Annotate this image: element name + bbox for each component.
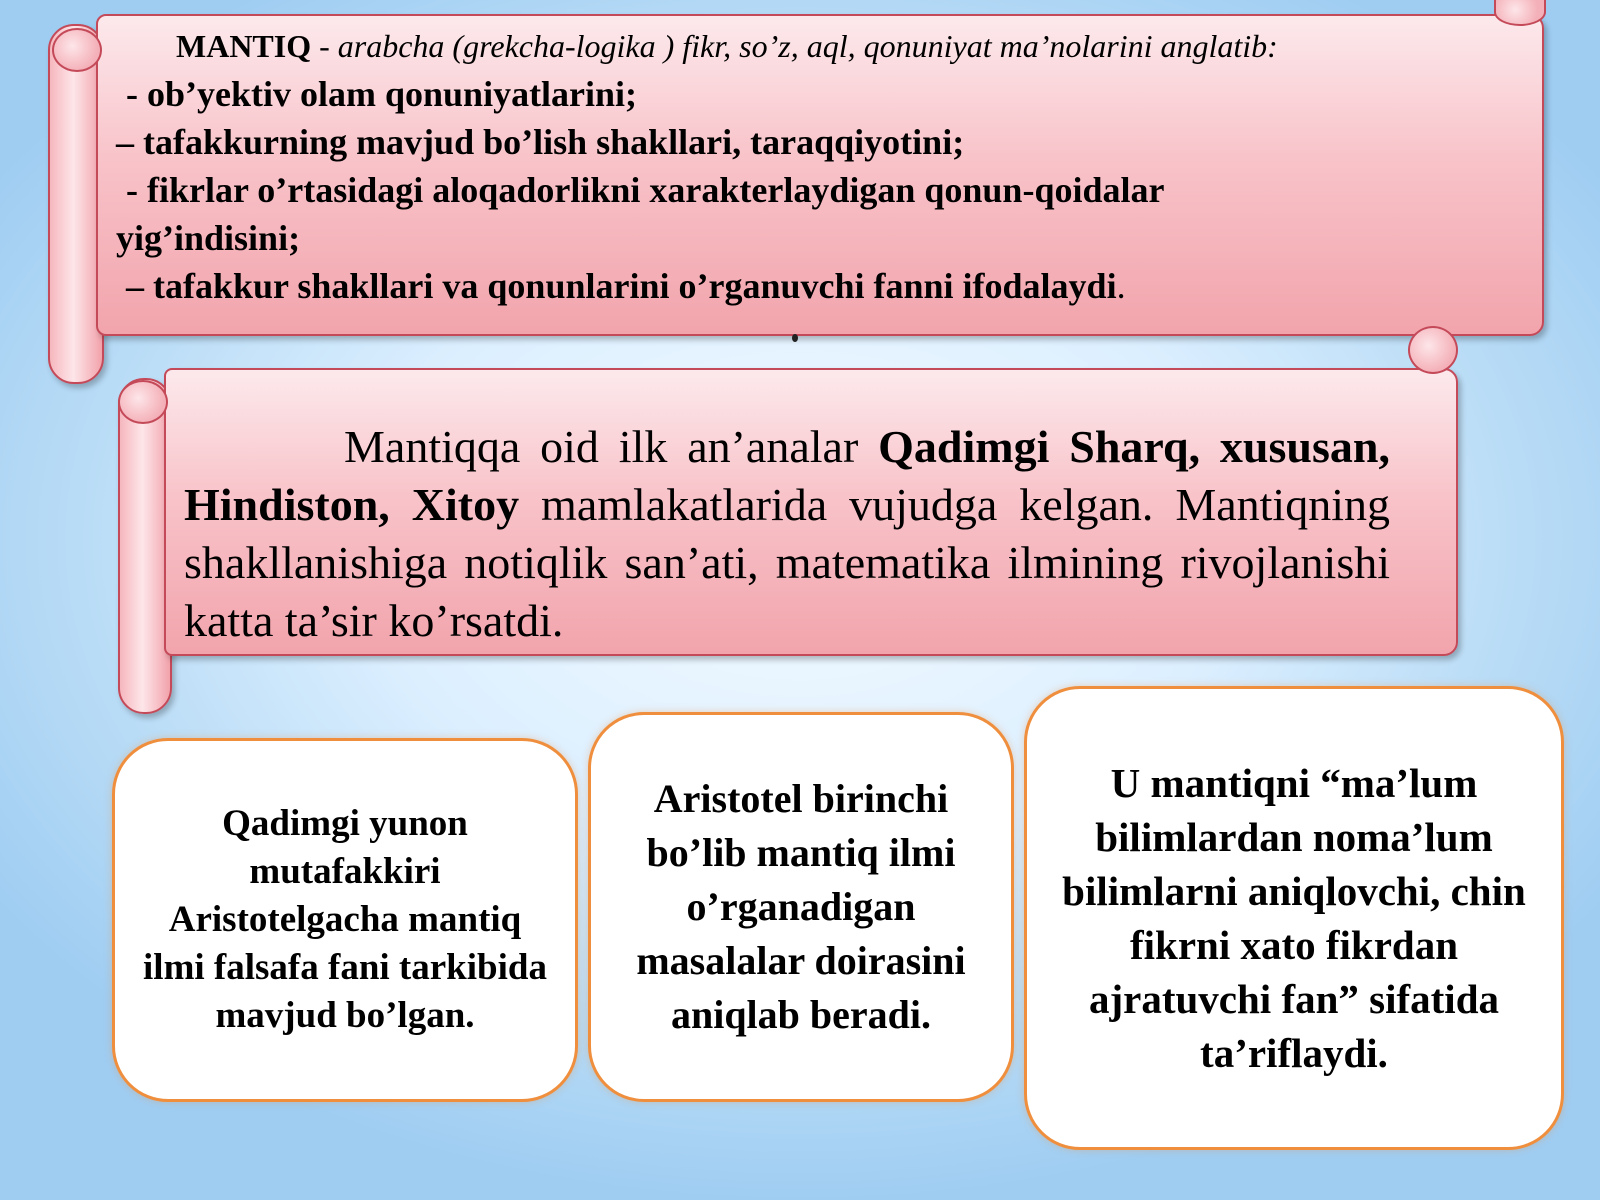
history-text-bold: Qadimgi Sharq, xususan, Hindiston, Xitoy <box>184 421 1390 530</box>
scroll-curl-icon <box>118 380 168 424</box>
info-box-aristotle-before <box>112 738 578 1102</box>
end-mark: . <box>1116 266 1126 306</box>
definition-item: – tafakkurning mavjud bo’lish shakllari, taraqqiyotini; <box>116 122 965 162</box>
scroll-curl-icon <box>52 28 102 72</box>
definition-item: - fikrlar o’rtasidagi aloqadorlikni xarakterlaydigan qonun-qoidalar <box>126 170 1165 210</box>
history-paragraph <box>184 418 1390 650</box>
info-box-text: Aristotel birinchi bo’lib mantiq ilmi o’rganadigan masalalar doirasini aniqlab beradi. <box>636 776 966 1037</box>
history-text-part2: mamlakatlarida vujudga kelgan. Mantiqning shakllanishiga notiqlik san’ati, matematika ilmining rivojlanishi katta ta’sir ko’rsatdi. <box>184 479 1390 646</box>
definition-item-last <box>116 262 1506 310</box>
info-box-text: U mantiqni “ma’lum bilimlardan noma’lum bilimlarni aniqlovchi, chin fikrni xato fikrdan ajratuvchi fan” sifatida ta’riflaydi. <box>1062 760 1526 1076</box>
term-heading: MANTIQ <box>176 28 312 64</box>
definition-item: – tafakkur shakllari va qonunlarini o’rganuvchi fanni ifodalaydi <box>126 266 1117 306</box>
term-description: - arabcha (grekcha-logika ) fikr, so’z, aql, qonuniyat ma’nolarini anglatib: <box>311 28 1278 64</box>
definition-item: - ob’yektiv olam qonuniyatlarini; <box>126 74 638 114</box>
definition-text <box>116 22 1506 310</box>
definition-item: yig’indisini; <box>116 218 301 258</box>
history-text-part1: Mantiqqa oid ilk an’analar <box>344 421 879 472</box>
info-box-definition <box>1024 686 1564 1150</box>
definition-intro <box>116 22 1506 70</box>
scroll-curl-icon <box>1408 326 1458 374</box>
info-box-text: Qadimgi yunon mutafakkiri Aristotelgacha mantiq ilmi falsafa fani tarkibida mavjud bo’lgan. <box>143 803 547 1036</box>
info-box-aristotle-first <box>588 712 1014 1102</box>
